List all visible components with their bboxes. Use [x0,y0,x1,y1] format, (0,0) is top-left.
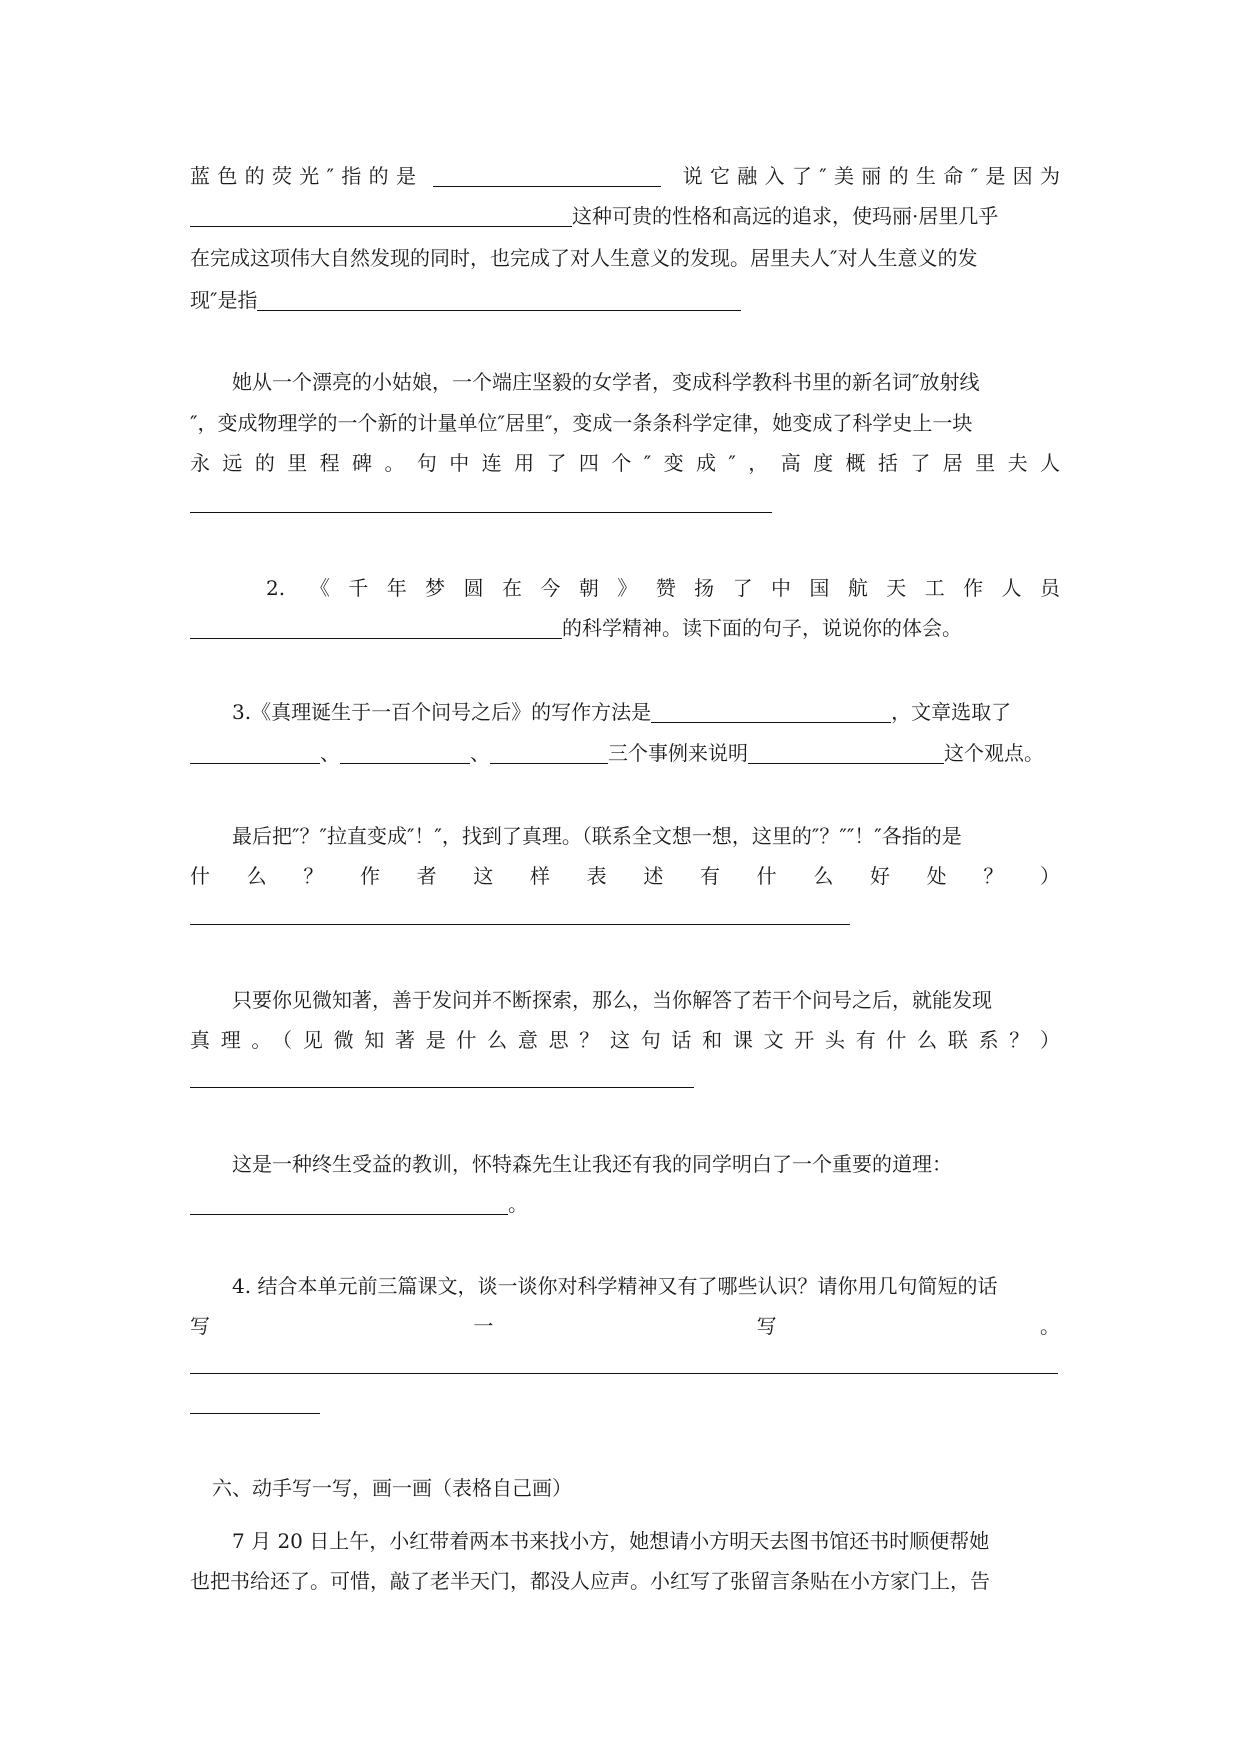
text-line [190,614,1060,642]
text-segment: 六、动手写一写，画一画（表格自己画） [212,1476,572,1500]
text-segment: 现″是指 [190,288,258,312]
answer-line[interactable] [190,1087,694,1088]
answer-blank[interactable] [433,166,661,187]
text-line [190,202,1060,230]
text-segment: 这个观点。 [944,741,1044,765]
text-line [190,986,1060,1014]
text-line [190,862,1060,890]
text-segment: 。 [508,1192,528,1216]
text-segment: 、 [320,741,340,765]
text-segment: 什么？作者这样表述有什么好处？） [190,864,1060,888]
text-segment: 她从一个漂亮的小姑娘，一个端庄坚毅的女学者，变成科学教科书里的新名词″放射线 [232,370,980,394]
answer-blank[interactable] [190,743,320,764]
text-line [190,574,1060,602]
text-line [190,368,1060,396]
answer-blank[interactable] [340,743,470,764]
text-segment: 这是一种终生受益的教训，怀特森先生让我还有我的同学明白了一个重要的道理： [232,1152,952,1176]
text-segment: 最后把″？″拉直变成″！″，找到了真理。（联系全文想一想，这里的″？″″！″各指的是 [232,824,962,848]
answer-blank[interactable] [190,618,562,639]
text-segment: 三个事例来说明 [608,741,748,765]
text-segment: 4. 结合本单元前三篇课文，谈一谈你对科学精神又有了哪些认识？请你用几句简短的话 [232,1274,998,1298]
text-segment: 蓝色的荧光″指的是 [190,164,424,188]
text-line [190,739,1060,767]
text-segment: 也把书给还了。可惜，敲了老半天门，都没人应声。小红写了张留言条贴在小方家门上，告 [190,1569,990,1593]
answer-blank[interactable] [257,290,741,311]
text-segment: 只要你见微知著，善于发问并不断探索，那么，当你解答了若干个问号之后，就能发现 [232,988,992,1012]
text-line [190,449,1060,477]
section-title [190,1474,1060,1502]
text-segment: ″，变成物理学的一个新的计量单位″居里″，变成一条条科学定律，她变成了科学史上一块 [190,411,973,435]
answer-blank[interactable] [748,743,944,764]
answer-blank[interactable] [190,206,572,227]
text-segment: 的科学精神。读下面的句子，说说你的体会。 [562,616,962,640]
text-segment: 这种可贵的性格和高远的追求，使玛丽·居里几乎 [572,204,999,228]
text-line [190,1026,1060,1054]
text-line [190,162,1060,190]
text-line [190,244,1060,272]
text-segment: ，文章选取了 [891,700,1012,724]
text-line [190,1527,1060,1555]
text-line [190,1272,1060,1300]
text-segment: 2. 《千年梦圆在今朝》赞扬了中国航天工作人员 [266,576,1060,600]
text-segment: 7 月 20 日上午，小红带着两本书来找小方，她想请小方明天去图书馆还书时顺便帮她 [232,1529,990,1553]
answer-blank[interactable] [651,702,891,723]
text-line [190,1150,1060,1178]
text-line [190,1312,1060,1340]
text-segment: 3.《真理诞生于一百个问号之后》的写作方法是 [232,700,652,724]
answer-line[interactable] [190,1373,1058,1374]
answer-blank[interactable] [190,1194,508,1215]
text-line [190,822,1060,850]
text-segment: 永远的里程碑。句中连用了四个″变成″，高度概括了居里夫人 [190,451,1060,475]
text-segment: 、 [470,741,490,765]
text-segment: 写一写。 [190,1314,1060,1338]
text-line [190,286,1060,314]
text-line [190,698,1060,726]
answer-line[interactable] [190,512,772,513]
text-line [190,409,1060,437]
text-line [190,1567,1060,1595]
text-segment: 在完成这项伟大自然发现的同时，也完成了对人生意义的发现。居里夫人″对人生意义的发 [190,246,978,270]
text-segment: 说它融入了″美丽的生命″是因为 [675,164,1060,188]
answer-blank[interactable] [490,743,608,764]
answer-line[interactable] [190,924,850,925]
text-segment: 真理。（见微知著是什么意思？这句话和课文开头有什么联系？） [190,1028,1060,1052]
answer-line[interactable] [190,1413,320,1414]
text-line [190,1190,1060,1218]
